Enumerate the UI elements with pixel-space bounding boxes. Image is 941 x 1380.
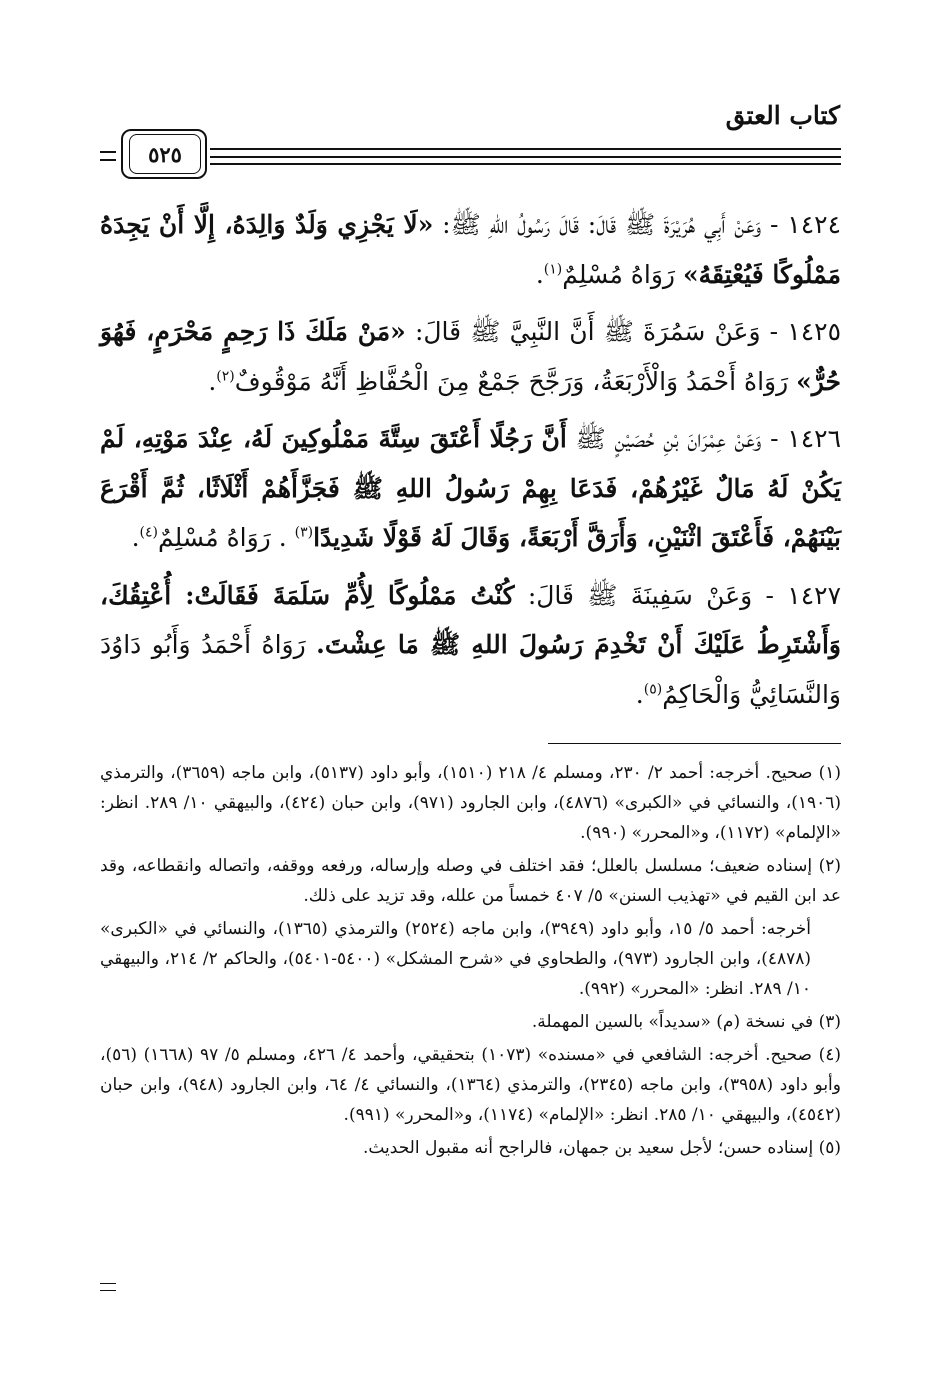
hadith-source: رَوَاهُ أَحْمَدُ وَالْأَرْبَعَةُ، وَرَجَّحَ جَمْعٌ مِنَ الْحُفَّاظِ أَنَّهُ مَوْقُوفٌ <box>234 366 789 396</box>
hadith-1425 <box>100 307 841 406</box>
footnote-text: أخرجه: أحمد ٥/ ١٥، وأبو داود (٣٩٤٩)، وابن ماجه (٢٥٢٤) والترمذي (١٣٦٥)، والنسائي في «الكبرى» (٤٨٧٨)، وابن الجارود (٩٧٣)، والطحاوي في «شرح المشكل» (٥٤٠٠-٥٤٠١)، والحاكم ٢/ ٢١٤، والبيهقي ١٠/ ٢٨٩. انظر: «المحرر» (٩٩٢). <box>100 919 811 999</box>
footnote-marker: (١) <box>818 763 842 783</box>
hadith-text: كُنْتُ مَمْلُوكًا لِأُمِّ سَلَمَةَ فَقَالَتْ: أُعْتِقُكَ، وَأَشْتَرِطُ عَلَيْكَ أَنْ تَخْدِمَ رَسُولَ اللهِ ﷺ مَا عِشْتَ. <box>100 580 842 659</box>
hadith-number: ١٤٢٦ <box>787 424 841 453</box>
header-rule <box>100 151 116 153</box>
footnote-ref[interactable]: (١) <box>543 261 563 278</box>
footnote-marker: (٤) <box>818 1045 841 1065</box>
footnote-4 <box>100 1040 841 1130</box>
footnote-ref[interactable]: (٢) <box>216 368 235 385</box>
header-rule <box>210 156 841 158</box>
footnote-separator <box>548 743 841 744</box>
hadith-text: أَنَّ رَجُلًا أَعْتَقَ سِتَّةَ مَمْلُوكِينَ لَهُ، عِنْدَ مَوْتِهِ، لَمْ يَكُنْ لَهُ مَالٌ غَيْرُهُمْ، فَدَعَا بِهِمْ رَسُولُ اللهِ ﷺ فَجَزَّأَهُمْ أَثْلَاثًا، ثُمَّ أَقْرَعَ بَيْنَهُمْ، فَأَعْتَقَ اثْنَيْنِ، وَأَرَقَّ أَرْبَعَةً، وَقَالَ لَهُ قَوْلًا شَدِيدًا <box>100 424 841 552</box>
hadith-intro: - وَعَنْ سَمُرَةَ ﷺ أَنَّ النَّبِيَّ ﷺ قَالَ: <box>414 317 779 346</box>
footnote-ref[interactable]: (٥) <box>643 681 663 698</box>
footnote-2 <box>100 851 841 911</box>
hadith-1427 <box>100 571 841 720</box>
hadith-intro: - وَعَنْ أَبِي هُرَيْرَةَ ﷺ قَالَ: قَالَ رَسُولُ اللهِ ﷺ: <box>442 210 779 239</box>
hadith-source: رَوَاهُ مُسْلِمٌ <box>562 259 675 289</box>
hadith-end: . <box>208 366 217 396</box>
footnote-marker: (٢) <box>818 856 841 876</box>
hadith-source: . رَوَاهُ مُسْلِمٌ <box>158 523 287 552</box>
hadith-end: . <box>535 259 544 289</box>
footnote-text: في نسخة (م) «سديداً» بالسين المهملة. <box>531 1012 814 1032</box>
hadith-intro: - وَعَنْ عِمْرَانَ بْنِ حُصَيْنٍ ﷺ <box>575 424 779 453</box>
footnote-2-continued <box>100 914 841 1004</box>
hadith-text: «مَنْ مَلَكَ ذَا رَحِمٍ مَحْرَمٍ، فَهُوَ حُرٌّ» <box>100 317 841 396</box>
hadith-source: رَوَاهُ أَحْمَدُ وَأَبُو دَاوُدَ وَالنَّسَائِيُّ وَالْحَاكِمُ <box>100 630 841 709</box>
footnote-text: إسناده ضعيف؛ مسلسل بالعلل؛ فقد اختلف في وصله وإرساله، ورفعه ووقفه، واتصاله وانقطاعه، وقد عد ابن القيم في «تهذيب السنن» ٥/ ٤٠٧ خمساً من علله، وقد تزيد على ذلك. <box>100 856 841 906</box>
footnotes <box>100 758 841 1166</box>
footnote-1 <box>100 758 841 848</box>
footnote-text: صحيح. أخرجه: الشافعي في «مسنده» (١٠٧٣) بتحقيقي، وأحمد ٤/ ٤٢٦، ومسلم ٥/ ٩٧ (١٦٦٨) (٥٦)، وأبو داود (٣٩٥٨)، وابن ماجه (٢٣٤٥)، والترمذي (١٣٦٤)، والنسائي ٤/ ٦٤، وابن الجارود (٩٤٨)، وابن حبان (٤٥٤٢)، والبيهقي ١٠/ ٢٨٥. انظر: «الإلمام» (١١٧٤)، و«المحرر» (٩٩١). <box>100 1045 841 1125</box>
hadith-end: . <box>635 679 644 709</box>
footnote-marker: (٥) <box>818 1138 841 1158</box>
footnote-ref[interactable]: (٣) <box>294 524 314 541</box>
hadith-end: . <box>131 523 140 552</box>
header-rule <box>210 163 841 165</box>
hadith-text: «لَا يَجْزِي وَلَدٌ وَالِدَهُ، إِلَّا أَنْ يَجِدَهُ مَمْلُوكًا فَيُعْتِقَهُ» <box>100 210 841 289</box>
chapter-title: كتاب العتق <box>725 101 840 130</box>
header-rule <box>210 148 841 150</box>
hadith-intro: - وَعَنْ سَفِينَةَ ﷺ قَالَ: <box>527 580 774 610</box>
footnote-text: صحيح. أخرجه: أحمد ٢/ ٢٣٠، ومسلم ٤/ ٢١٨ (١٥١٠)، وأبو داود (٥١٣٧)، وابن ماجه (٣٦٥٩)، والترمذي (١٩٠٦)، والنسائي في «الكبرى» (٤٨٧٦)، وابن الجارود (٩٧١)، وابن حبان (٤٢٤)، والبيهقي ١٠/ ٢٨٩. انظر: «الإلمام» (١١٧٢)، و«المحرر» (٩٩٠). <box>100 763 841 843</box>
hadith-number: ١٤٢٤ <box>787 210 841 239</box>
hadith-list <box>100 200 841 727</box>
footnote-marker: (٣) <box>818 1012 841 1032</box>
page-number: ٥٢٥ <box>129 134 201 174</box>
footnote-ref[interactable]: (٤) <box>139 524 159 541</box>
hadith-number: ١٤٢٥ <box>787 317 841 346</box>
footnote-3 <box>100 1007 841 1037</box>
continuation-mark <box>100 1283 116 1291</box>
header-rule <box>100 159 116 161</box>
footnote-text: إسناده حسن؛ لأجل سعيد بن جمهان، فالراجح أنه مقبول الحديث. <box>362 1138 814 1158</box>
footnote-5 <box>100 1133 841 1163</box>
hadith-1426 <box>100 414 841 563</box>
hadith-1424 <box>100 200 841 299</box>
hadith-number: ١٤٢٧ <box>787 580 841 610</box>
